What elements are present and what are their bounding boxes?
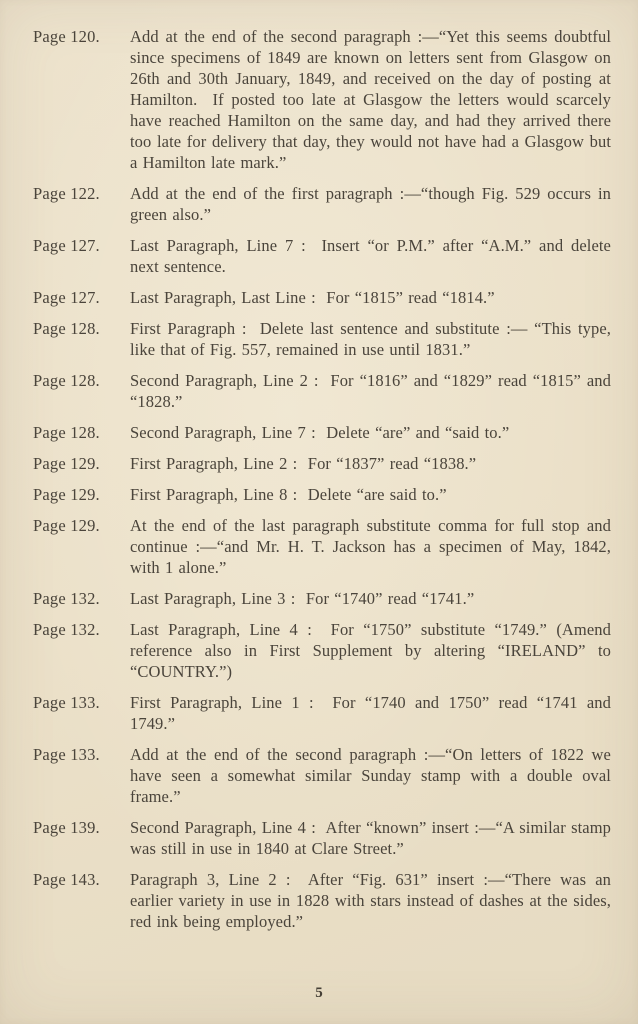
- errata-entry: [33, 744, 617, 807]
- entry-text: First Paragraph, Line 1 : For “1740 and 1750” read “1741 and 1749.”: [130, 693, 617, 733]
- entry-text: Add at the end of the second paragraph :—“Yet this seems doubtful since specimens of 1849 are known on letters sent from Glasgow on 26th and 30th January, 1849, and received on the day of posting at Hamilton. If posted too late at Glasgow the letters would scarcely have reached Hamilton on the same day, and had they arrived there too late for delivery that day, they would not have had a Glasgow but a Hamilton late mark.”: [130, 27, 617, 172]
- page-ref-label: Page 139.: [33, 818, 100, 837]
- entry-text: Last Paragraph, Line 7 : Insert “or P.M.” after “A.M.” and delete next sentence.: [130, 236, 617, 276]
- page-ref-label: Page 132.: [33, 620, 100, 639]
- entry-text: Add at the end of the first paragraph :—“though Fig. 529 occurs in green also.”: [130, 184, 617, 224]
- page-ref-label: Page 143.: [33, 870, 100, 889]
- entry-text: Last Paragraph, Line 4 : For “1750” substitute “1749.” (Amend reference also in First Supplement by altering “IRELAND” to “COUNTRY.”): [130, 620, 617, 681]
- page-ref-label: Page 120.: [33, 27, 100, 46]
- entry-text: First Paragraph, Line 8 : Delete “are said to.”: [130, 485, 447, 504]
- errata-entry: [33, 515, 617, 578]
- page-ref-label: Page 132.: [33, 589, 100, 608]
- page-ref-label: Page 129.: [33, 485, 100, 504]
- page-ref-label: Page 133.: [33, 745, 100, 764]
- entry-text: First Paragraph : Delete last sentence and substitute :— “This type, like that of Fig. 557, remained in use until 1831.”: [130, 319, 617, 359]
- errata-entry: [33, 817, 617, 859]
- page-ref-label: Page 127.: [33, 288, 100, 307]
- page-ref-label: Page 129.: [33, 454, 100, 473]
- entry-text: Last Paragraph, Line 3 : For “1740” read “1741.”: [130, 589, 475, 608]
- errata-entry: [33, 869, 617, 932]
- errata-entry: [33, 422, 611, 443]
- errata-entry: [33, 588, 611, 609]
- page-ref-label: Page 128.: [33, 319, 100, 338]
- entry-text: Paragraph 3, Line 2 : After “Fig. 631” insert :—“There was an earlier variety in use in 1828 with stars instead of dashes at the sides, red ink being employed.”: [130, 870, 617, 931]
- entry-text: First Paragraph, Line 2 : For “1837” read “1838.”: [130, 454, 477, 473]
- page-ref-label: Page 122.: [33, 184, 100, 203]
- errata-entry: [33, 484, 611, 505]
- entry-text: Second Paragraph, Line 2 : For “1816” and “1829” read “1815” and “1828.”: [130, 371, 617, 411]
- page-ref-label: Page 127.: [33, 236, 100, 255]
- errata-entry: [33, 26, 617, 173]
- entry-text: Add at the end of the second paragraph :—“On letters of 1822 we have seen a somewhat similar Sunday stamp with a double oval frame.”: [130, 745, 617, 806]
- errata-entry: [33, 235, 617, 277]
- page-ref-label: Page 128.: [33, 371, 100, 390]
- entry-text: Second Paragraph, Line 4 : After “known” insert :—“A similar stamp was still in use in 1840 at Clare Street.”: [130, 818, 617, 858]
- errata-entry-list: [33, 26, 617, 932]
- errata-entry: [33, 619, 617, 682]
- errata-entry: [33, 453, 611, 474]
- errata-entry: [33, 370, 617, 412]
- entry-text: Second Paragraph, Line 7 : Delete “are” and “said to.”: [130, 423, 510, 442]
- entry-text: At the end of the last paragraph substitute comma for full stop and continue :—“and Mr. H. T. Jackson has a specimen of May, 1842, with 1 alone.”: [130, 516, 617, 577]
- errata-entry: [33, 183, 617, 225]
- entry-text: Last Paragraph, Last Line : For “1815” read “1814.”: [130, 288, 495, 307]
- errata-entry: [33, 318, 617, 360]
- page-ref-label: Page 128.: [33, 423, 100, 442]
- page-number: 5: [315, 985, 323, 1001]
- errata-entry: [33, 287, 611, 308]
- errata-entry: [33, 692, 617, 734]
- page-ref-label: Page 129.: [33, 516, 100, 535]
- page-ref-label: Page 133.: [33, 693, 100, 712]
